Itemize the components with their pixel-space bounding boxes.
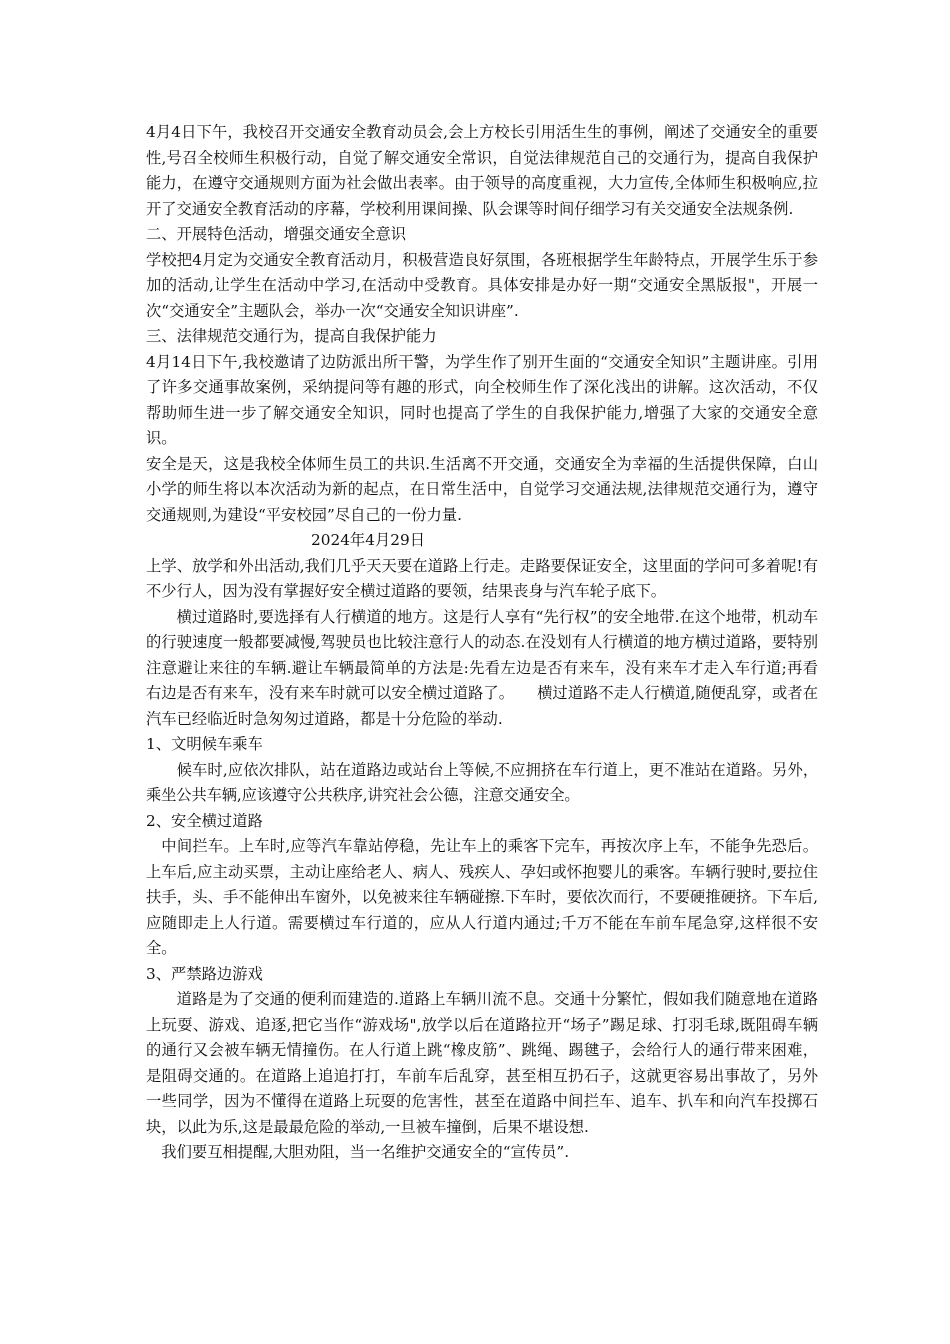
document-date: 2024年4月29日 bbox=[311, 531, 426, 549]
paragraph-walking-safety: 上学、放学和外出活动,我们几乎天天要在道路上行走。走路要保证安全，这里面的学问可多着呢!有不少行人，因为没有掌握好安全横过道路的要领，结果丧身与汽车轮子底下。 bbox=[146, 556, 818, 600]
section-heading-crossing: 2、安全横过道路 bbox=[146, 811, 263, 830]
paragraph-education-month: 学校把4月定为交通安全教育活动月，积极营造良好氛围，各班根据学生年龄特点，开展学生乐于参加的活动,让学生在活动中学习,在活动中受教育。具体安排是办好一期“交通安全黑版报"，开展一次“交通安全”主题队会，举办一次“交通安全知识讲座”. bbox=[146, 250, 818, 320]
paragraph-police-lecture: 4月14日下午,我校邀请了边防派出所干警，为学生作了别开生面的“交通安全知识”主题讲座。引用了许多交通事故案例，采纳提问等有趣的形式，向全校师生作了深化浅出的讲解。这次活动，不仅帮助师生进一步了解交通安全知识，同时也提高了学生的自我保护能力,增强了大家的交通安全意识。 bbox=[146, 352, 818, 447]
section-heading-3: 三、法律规范交通行为，提高自我保护能力 bbox=[146, 327, 437, 345]
paragraph-reminder: 我们要互相提醒,大胆劝阻，当一名维护交通安全的“宣传员”. bbox=[161, 1143, 570, 1161]
paragraph-safety-consensus: 安全是天，这是我校全体师生员工的共识.生活离不开交通，交通安全为幸福的生活提供保障，白山小学的师生将以本次活动为新的起点，在日常生活中，自觉学习交通法规,法律规范交通行为，遵守交通规则,为建设“平安校园”尽自己的一份力量. bbox=[146, 454, 818, 524]
paragraph-mobilization-meeting: 4月4日下午，我校召开交通安全教育动员会,会上方校长引用活生生的事例，阐述了交通安全的重要性,号召全校师生积极行动，自觉了解交通安全常识，自觉法律规范自己的交通行为，提高自我保护能力，在遵守交通规则方面为社会做出表率。由于领导的高度重视，大力宣传,全体师生积极响应,拉开了交通安全教育活动的序幕，学校利用课间操、队会课等时间仔细学习有关交通安全法规条例. bbox=[146, 123, 818, 218]
paragraph-crossing-road: 横过道路时,要选择有人行横道的地方。这是行人享有“先行权”的安全地带.在这个地带，机动车的行驶速度一般都要减慢,驾驶员也比较注意行人的动态.在没划有人行横道的地方横过道路，要特别注意避让来往的车辆.避让车辆最简单的方法是:先看左边是否有来车，没有来车才走入车行道;再看右边是否有来车，没有来车时就可以安全横过道路了。 横过道路不走人行横道,随便乱穿，或者在汽车已经临近时急匆匆过道路，都是十分危险的举动. bbox=[146, 607, 818, 728]
section-heading-2: 二、开展特色活动，增强交通安全意识 bbox=[146, 225, 407, 243]
section-heading-waiting-bus: 1、文明候车乘车 bbox=[146, 735, 263, 753]
paragraph-boarding-rules: 中间拦车。上车时,应等汽车靠站停稳，先让车上的乘客下完车，再按次序上车，不能争先恐后。上车后,应主动买票，主动让座给老人、病人、残疾人、孕妇或怀抱婴儿的乘客。车辆行驶时,要拉住扶手，头、手不能伸出车窗外，以免被来往车辆碰擦.下车时，要依次而行，不要硬推硬挤。下车后,应随即走上人行道。需要横过车行道的，应从人行道内通过;千万不能在车前车尾急穿,这样很不安全。 bbox=[146, 837, 818, 957]
section-heading-no-games: 3、严禁路边游戏 bbox=[146, 964, 263, 983]
paragraph-waiting-bus: 候车时,应依次排队，站在道路边或站台上等候,不应拥挤在车行道上，更不准站在道路。另外，乘坐公共车辆,应该遵守公共秩序,讲究社会公德，注意交通安全。 bbox=[146, 760, 818, 804]
paragraph-roadside-games: 道路是为了交通的便利而建造的.道路上车辆川流不息。交通十分繁忙，假如我们随意地在道路上玩耍、游戏、追逐,把它当作“游戏场",放学以后在道路拉开“场子”踢足球、打羽毛球,既阻碍车辆的通行又会被车辆无情撞伤。在人行道上跳“橡皮筋”、跳绳、踢毽子，会给行人的通行带来困难，是阻碍交通的。在道路上追追打打，车前车后乱穿，甚至相互扔石子，这就更容易出事故了，另外一些同学，因为不懂得在道路上玩耍的危害性，甚至在道路中间拦车、追车、扒车和向汽车投掷石块，以此为乐,这是最最危险的举动,一旦被车撞倒，后果不堪设想. bbox=[146, 990, 818, 1136]
document-body bbox=[146, 120, 818, 1166]
